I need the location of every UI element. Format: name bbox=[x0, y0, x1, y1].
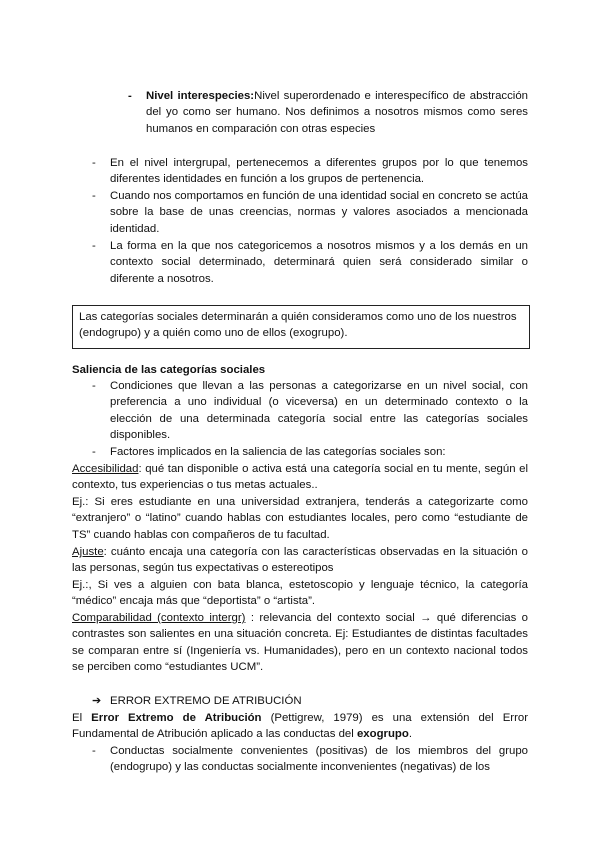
bullet-marker: - bbox=[92, 190, 96, 202]
bullet-marker: - bbox=[92, 380, 96, 392]
error-intro bbox=[72, 710, 528, 743]
interspecies-paragraph bbox=[146, 88, 528, 137]
error-intro-mid: (Pettigrew, 1979) es una extensión del Error Fundamental de Atribución aplicado a las conductas del bbox=[72, 712, 529, 741]
bullet-intergrupal: En el nivel intergrupal, pertenecemos a diferentes grupos por lo que tenemos diferentes identidades en función a los grupos de pertenencia. bbox=[110, 157, 528, 186]
bullet-conductas: Conductas socialmente convenientes (positivas) de los miembros del grupo (endogrupo) y las conductas socialmente inconvenientes (negativas) de los bbox=[110, 745, 528, 774]
bullet-categorizacion: La forma en la que nos categoricemos a nosotros mismos y a los demás en un contexto social determinado, determinará quien será considerado similar o diferente a nosotros. bbox=[110, 240, 528, 285]
error-heading: ERROR EXTREMO DE ATRIBUCIÓN bbox=[110, 695, 302, 707]
error-intro-pre: El bbox=[72, 712, 92, 724]
interspecies-term: Nivel interespecies: bbox=[146, 90, 255, 102]
arrow-icon: ➔ bbox=[92, 695, 102, 707]
bullet-condiciones: Condiciones que llevan a las personas a categorizarse en un nivel social, con preferencia a uno individual (o viceversa) en un determinado contexto o la elección de una determinada categoría social entre las categorías sociales disponibles. bbox=[110, 380, 528, 442]
accesibilidad-term: Accesibilidad bbox=[72, 463, 139, 475]
accesibilidad-text: : qué tan disponible o activa está una categoría social en tu mente, según el contexto, tus experiencias o tus metas actuales.. bbox=[72, 463, 528, 492]
bullet-marker: - bbox=[128, 90, 132, 102]
ajuste-text: : cuánto encaja una categoría con las características observadas en la situación o las personas, según tus expectativas o estereotipos bbox=[72, 546, 528, 575]
error-intro-term: Error Extremo de Atribución bbox=[91, 712, 262, 724]
error-intro-term2: exogrupo bbox=[356, 728, 409, 741]
comparabilidad-text: : relevancia del contexto social → qué diferencias o contrastes son salientes en una situación concreta. Ej: Estudiantes de distintas facultades se comparan entre sí (Ingeniería vs. Humanidades), pero en un contexto nacional todos se perciben como “estudiantes UCM”. bbox=[72, 612, 529, 674]
saliencia-heading: Saliencia de las categorías sociales bbox=[72, 364, 266, 376]
accesibilidad-paragraph bbox=[72, 461, 528, 494]
comparabilidad-term: Comparabilidad (contexto intergr) bbox=[72, 612, 246, 624]
highlight-box bbox=[72, 305, 530, 349]
error-intro-end: . bbox=[408, 728, 413, 741]
bullet-marker: - bbox=[92, 157, 96, 169]
accesibilidad-example: Ej.: Si eres estudiante en una universidad extranjera, tenderás a categorizarte como “extranjero” o “latino” cuando hablas con estudiantes locales, pero como “estudiante de TS” cuando hablas con compañeros de tu facultad. bbox=[72, 496, 528, 541]
ajuste-term: Ajuste bbox=[72, 546, 104, 558]
bullet-factores: Factores implicados en la saliencia de las categorías sociales son: bbox=[110, 446, 446, 458]
ajuste-example: Ej.:, Si ves a alguien con bata blanca, estetoscopio y lenguaje técnico, la categoría “médico” encaja más que “deportista” o “artista”. bbox=[72, 579, 528, 608]
highlight-box-text: Las categorías sociales determinarán a quién consideramos como uno de los nuestros (endogrupo) y a quién como uno de ellos (exogrupo). bbox=[79, 311, 517, 340]
ajuste-paragraph bbox=[72, 544, 528, 577]
bullet-marker: - bbox=[92, 446, 96, 458]
bullet-marker: - bbox=[92, 745, 96, 757]
bullet-marker: - bbox=[92, 240, 96, 252]
bullet-identidad: Cuando nos comportamos en función de una identidad social en concreto se actúa sobre la base de unas creencias, normas y valores asociados a mencionada identidad. bbox=[110, 190, 528, 235]
interspecies-text: Nivel superordenado e interespecífico de abstracción del yo como ser humano. Nos definimos a nosotros mismos como seres humanos en comparación con otras especies bbox=[146, 90, 528, 135]
comparabilidad-paragraph bbox=[72, 610, 528, 676]
